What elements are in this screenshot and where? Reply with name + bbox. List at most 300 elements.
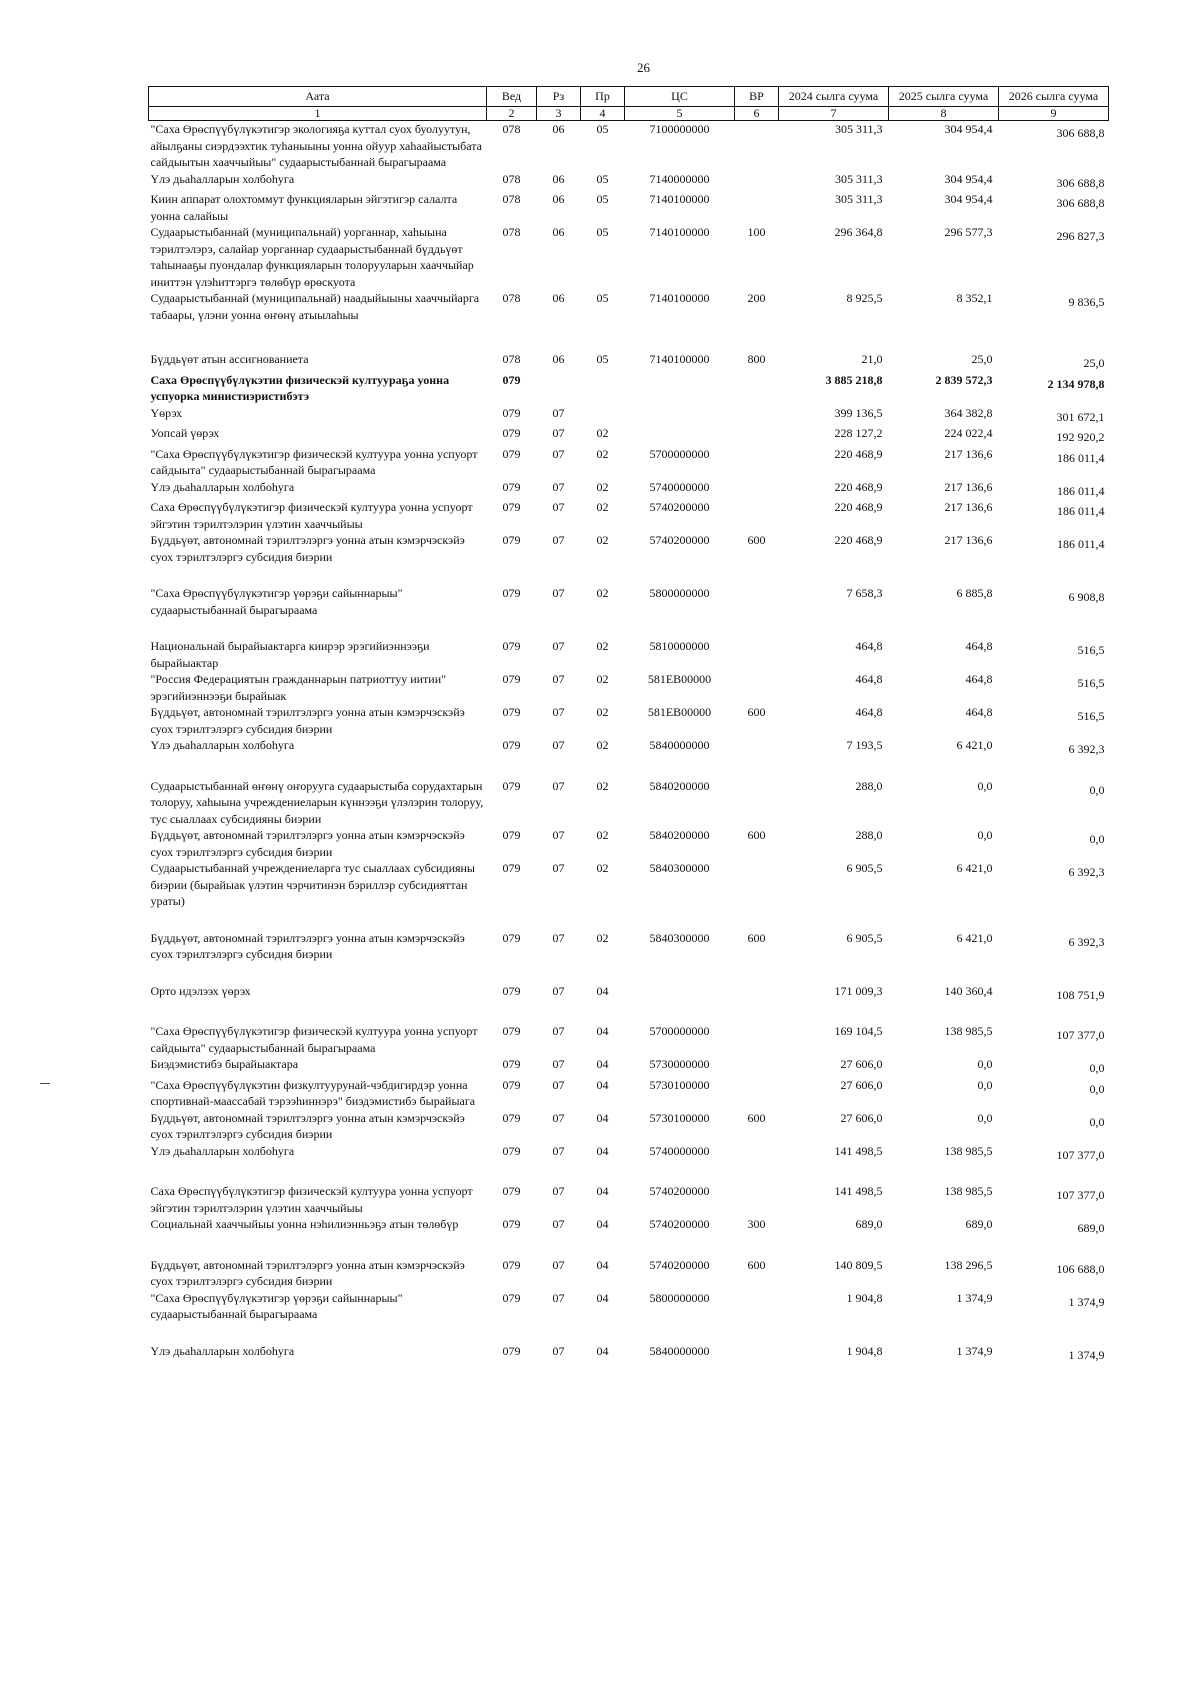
cell-cs: 5800000000 — [649, 586, 710, 600]
cell-cs: 5740000000 — [649, 479, 710, 494]
cell-pr: 05 — [596, 192, 609, 206]
cell-2024: 228 127,2 — [834, 426, 883, 440]
cell-2026: 0,0 — [1089, 1114, 1105, 1129]
cell-rz: 07 — [552, 1057, 565, 1071]
cell-2025: 689,0 — [965, 1217, 993, 1231]
cell-ved: 079 — [502, 372, 521, 387]
cell-ved: 079 — [502, 930, 521, 945]
cell-cs — [625, 983, 735, 1024]
column-number: 2 — [487, 107, 537, 121]
cell-rz: 07 — [552, 426, 565, 440]
cell-cs: 5740200000 — [649, 1184, 710, 1198]
cell-2025: 6 885,8 — [956, 586, 993, 600]
cell-2025: 0,0 — [977, 828, 993, 842]
cell-2026: 0,0 — [1089, 1061, 1105, 1075]
cell-2025: 217 136,6 — [944, 500, 993, 514]
cell-rz: 07 — [552, 479, 565, 494]
cell-vr — [735, 372, 779, 405]
row-name: Национальнай бырайыактарга киирэр эрэгийиэннээҕи бырайыактар — [150, 639, 430, 670]
cell-pr: 05 — [596, 225, 609, 239]
cell-2026: 186 011,4 — [1056, 450, 1105, 465]
cell-2025: 364 382,8 — [944, 405, 993, 420]
cell-cs: 5840300000 — [649, 861, 710, 875]
cell-vr: 600 — [747, 1257, 766, 1272]
cell-ved: 079 — [502, 405, 521, 420]
cell-pr: 02 — [596, 672, 609, 686]
cell-vr: 100 — [747, 225, 766, 239]
cell-2024: 305 311,3 — [834, 192, 883, 206]
cell-2024: 220 468,9 — [834, 500, 883, 514]
cell-2025: 0,0 — [977, 1110, 993, 1125]
cell-vr: 200 — [747, 291, 766, 305]
cell-2026: 107 377,0 — [1056, 1188, 1105, 1202]
cell-cs: 5740200000 — [649, 1257, 710, 1272]
cell-2026: 516,5 — [1077, 676, 1105, 690]
cell-rz: 06 — [552, 122, 565, 136]
cell-2026: 2 134 978,8 — [1047, 376, 1105, 391]
cell-ved: 079 — [502, 705, 521, 719]
cell-2026: 6 908,8 — [1068, 590, 1105, 604]
cell-2024: 7 658,3 — [846, 586, 883, 600]
cell-rz: 06 — [552, 291, 565, 305]
cell-pr: 02 — [596, 446, 609, 461]
header-cell: 2026 сылга суума — [999, 87, 1109, 107]
cell-2024: 27 606,0 — [840, 1110, 883, 1125]
cell-vr: 600 — [747, 533, 766, 547]
cell-2025: 304 954,4 — [944, 171, 993, 186]
cell-2024: 220 468,9 — [834, 533, 883, 547]
cell-cs: 5740200000 — [649, 1217, 710, 1231]
cell-ved: 079 — [502, 1217, 521, 1231]
cell-2025: 304 954,4 — [944, 122, 993, 136]
cell-rz: 07 — [552, 705, 565, 719]
cell-2025: 1 374,9 — [956, 1343, 993, 1358]
table-row — [149, 121, 1109, 171]
cell-ved: 079 — [502, 500, 521, 514]
cell-2025: 138 985,5 — [944, 1143, 993, 1158]
cell-pr: 02 — [596, 778, 609, 793]
cell-pr: 04 — [596, 983, 609, 998]
cell-2024: 464,8 — [855, 639, 883, 653]
cell-pr: 05 — [596, 171, 609, 186]
cell-ved: 079 — [502, 639, 521, 653]
cell-2024: 27 606,0 — [840, 1077, 883, 1092]
cell-pr: 02 — [596, 738, 609, 752]
cell-vr: 600 — [747, 930, 766, 945]
cell-vr — [735, 737, 779, 778]
cell-cs: 5740200000 — [649, 533, 710, 547]
table-row — [149, 827, 1109, 860]
cell-2025: 2 839 572,3 — [935, 372, 993, 387]
cell-rz: 07 — [552, 1077, 565, 1092]
cell-ved: 079 — [502, 479, 521, 494]
cell-2024: 27 606,0 — [840, 1057, 883, 1071]
cell-2026: 25,0 — [1083, 356, 1105, 370]
cell-vr — [735, 860, 779, 930]
row-name: Киин аппарат олохтоммут функцияларын эйгэтигэр салалта уонна салайыы — [150, 192, 458, 223]
cell-2025: 138 985,5 — [944, 1024, 993, 1038]
table-row — [149, 191, 1109, 224]
column-number: 1 — [149, 107, 487, 121]
cell-cs: 5730100000 — [649, 1110, 710, 1125]
cell-pr: 04 — [596, 1077, 609, 1092]
row-name: Үөрэх — [150, 405, 183, 420]
cell-cs: 5840300000 — [649, 930, 710, 945]
row-name: Үлэ дьаһалларын холбоһуга — [150, 738, 295, 752]
cell-2026: 516,5 — [1077, 709, 1105, 723]
cell-pr: 02 — [596, 639, 609, 653]
cell-vr — [735, 1290, 779, 1343]
cell-2024: 464,8 — [855, 672, 883, 686]
table-row — [149, 704, 1109, 737]
cell-vr — [735, 1023, 779, 1056]
cell-cs — [625, 425, 735, 446]
cell-ved: 079 — [502, 1077, 521, 1092]
cell-rz: 07 — [552, 828, 565, 842]
cell-2024: 169 104,5 — [834, 1024, 883, 1038]
cell-vr: 600 — [747, 1110, 766, 1125]
cell-2026: 516,5 — [1077, 643, 1105, 657]
cell-vr — [735, 425, 779, 446]
cell-rz: 07 — [552, 1110, 565, 1125]
cell-cs: 5730100000 — [649, 1077, 710, 1092]
row-name: Судаарыстыбаннай учреждениеларга тус сыаллаах субсидияны биэрии (бырайыак үлэтин чэрчитинэн бэриллэр субсидияттан ураты) — [150, 861, 475, 908]
column-number: 3 — [537, 107, 581, 121]
cell-cs: 7140100000 — [649, 225, 710, 239]
cell-2026: 1 374,9 — [1068, 1347, 1105, 1362]
cell-2025: 138 296,5 — [944, 1257, 993, 1272]
cell-2024: 6 905,5 — [846, 930, 883, 945]
row-name: Орто идэлээх үөрэх — [150, 983, 251, 998]
table-row — [149, 1110, 1109, 1143]
cell-pr: 02 — [596, 586, 609, 600]
cell-2025: 464,8 — [965, 639, 993, 653]
cell-vr — [735, 499, 779, 532]
row-name: Үлэ дьаһалларын холбоһуга — [150, 1343, 295, 1358]
header-cell: Пр — [581, 87, 625, 107]
table-row — [149, 671, 1109, 704]
cell-2026: 6 392,3 — [1068, 865, 1105, 879]
cell-pr: 04 — [596, 1290, 609, 1305]
table-row — [149, 290, 1109, 351]
cell-2026: 6 392,3 — [1068, 742, 1105, 756]
cell-2025: 8 352,1 — [956, 291, 993, 305]
cell-vr: 300 — [747, 1217, 766, 1231]
cell-cs: 5840200000 — [649, 828, 710, 842]
cell-2024: 7 193,5 — [846, 738, 883, 752]
cell-2024: 220 468,9 — [834, 446, 883, 461]
cell-2025: 1 374,9 — [956, 1290, 993, 1305]
cell-rz: 07 — [552, 1343, 565, 1358]
cell-2025: 464,8 — [965, 672, 993, 686]
column-number: 9 — [999, 107, 1109, 121]
cell-ved: 079 — [502, 446, 521, 461]
column-number-row — [149, 107, 1109, 121]
cell-2025: 140 360,4 — [944, 983, 993, 998]
cell-ved: 078 — [502, 122, 521, 136]
table-row — [149, 499, 1109, 532]
cell-pr: 05 — [596, 291, 609, 305]
cell-cs: 5810000000 — [649, 639, 710, 653]
cell-2026: 296 827,3 — [1056, 229, 1105, 243]
header-cell: ЦС — [625, 87, 735, 107]
cell-2025: 138 985,5 — [944, 1184, 993, 1198]
cell-2025: 25,0 — [971, 352, 993, 366]
cell-rz: 07 — [552, 1257, 565, 1272]
cell-cs: 7140100000 — [649, 291, 710, 305]
row-name: "Саха Өрөспүүбүлүкэтигэр экологияҕа куттал суох буолуутун, айылҕаны сиэрдээхтик туһаныыны уонна ойуур хаһаайыстыбата сайдыытын хааччыйыы" судаарыстыбаннай бырагыраама — [150, 122, 482, 169]
cell-2024: 464,8 — [855, 705, 883, 719]
cell-ved: 079 — [502, 861, 521, 875]
table-row — [149, 737, 1109, 778]
cell-ved: 079 — [502, 1057, 521, 1071]
cell-2026: 192 920,2 — [1056, 430, 1105, 444]
table-row — [149, 1183, 1109, 1216]
cell-2025: 0,0 — [977, 778, 993, 793]
cell-vr — [735, 778, 779, 828]
cell-2024: 21,0 — [861, 352, 883, 366]
row-name: Саха Өрөспүүбүлүкэтигэр физическэй култуура уонна успуорт эйгэтин тэрилтэлэрин үлэтин хааччыйыы — [150, 1184, 473, 1215]
cell-ved: 079 — [502, 828, 521, 842]
cell-ved: 079 — [502, 672, 521, 686]
margin-mark — [40, 1083, 50, 1084]
cell-pr: 04 — [596, 1057, 609, 1071]
row-name: Бүддьүөт, автономнай тэрилтэлэргэ уонна атын кэмэрчэскэйэ суох тэрилтэлэргэ субсидия биэрии — [150, 930, 465, 961]
row-name: Бүддьүөт, автономнай тэрилтэлэргэ уонна атын кэмэрчэскэйэ суох тэрилтэлэргэ субсидия биэрии — [150, 705, 465, 736]
cell-ved: 079 — [502, 778, 521, 793]
cell-2025: 0,0 — [977, 1057, 993, 1071]
cell-2024: 6 905,5 — [846, 861, 883, 875]
cell-2025: 6 421,0 — [956, 738, 993, 752]
cell-ved: 079 — [502, 1110, 521, 1125]
cell-pr: 04 — [596, 1343, 609, 1358]
table-row — [149, 778, 1109, 828]
header-cell: Вед — [487, 87, 537, 107]
cell-ved: 079 — [502, 1257, 521, 1272]
row-name: "Саха Өрөспүүбүлүкэтигэр үөрэҕи сайыннарыы" судаарыстыбаннай бырагыраама — [150, 586, 403, 617]
cell-pr: 02 — [596, 828, 609, 842]
table-row — [149, 1290, 1109, 1343]
cell-cs — [625, 372, 735, 405]
cell-ved: 079 — [502, 983, 521, 998]
cell-rz: 07 — [552, 500, 565, 514]
cell-cs: 581ЕВ00000 — [647, 705, 712, 719]
cell-vr: 600 — [747, 705, 766, 719]
table-row — [149, 1343, 1109, 1364]
cell-cs: 5840000000 — [649, 1343, 710, 1358]
cell-cs: 581ЕВ00000 — [647, 672, 712, 686]
cell-2026: 0,0 — [1089, 1081, 1105, 1096]
cell-cs: 7100000000 — [649, 122, 710, 136]
row-name: Судаарыстыбаннай (муниципальнай) наадыйыыны хааччыйарга табаары, үлэни уонна өҥөнү атыылаһыы — [150, 291, 480, 322]
cell-pr: 02 — [596, 500, 609, 514]
cell-ved: 079 — [502, 1184, 521, 1198]
row-name: Бүддьүөт, автономнай тэрилтэлэргэ уонна атын кэмэрчэскэйэ суох тэрилтэлэргэ субсидия биэрии — [150, 1110, 465, 1141]
cell-2025: 6 421,0 — [956, 861, 993, 875]
table-row — [149, 479, 1109, 500]
cell-vr — [735, 1077, 779, 1110]
row-name: "Саха Өрөспүүбүлүкэтигэр физическэй култуура уонна успуорт сайдыыта" судаарыстыбаннай бырагыраама — [150, 1024, 478, 1055]
cell-cs: 5700000000 — [649, 1024, 710, 1038]
cell-2026: 0,0 — [1089, 782, 1105, 797]
cell-rz: 07 — [552, 1184, 565, 1198]
budget-table — [148, 86, 1109, 1363]
cell-vr — [735, 191, 779, 224]
cell-cs: 5740200000 — [649, 500, 710, 514]
table-body — [149, 121, 1109, 1364]
cell-2024: 1 904,8 — [846, 1290, 883, 1305]
cell-2026: 306 688,8 — [1056, 126, 1105, 140]
cell-ved: 079 — [502, 533, 521, 547]
cell-2024: 288,0 — [855, 778, 883, 793]
cell-rz: 07 — [552, 1143, 565, 1158]
cell-pr: 02 — [596, 705, 609, 719]
table-row — [149, 351, 1109, 372]
cell-cs: 5840000000 — [649, 738, 710, 752]
cell-rz: 06 — [552, 192, 565, 206]
cell-2026: 108 751,9 — [1056, 987, 1105, 1002]
cell-2024: 220 468,9 — [834, 479, 883, 494]
cell-2026: 689,0 — [1077, 1221, 1105, 1235]
table-row — [149, 224, 1109, 290]
table-row — [149, 1257, 1109, 1290]
column-number: 4 — [581, 107, 625, 121]
cell-2026: 0,0 — [1089, 832, 1105, 846]
cell-ved: 079 — [502, 738, 521, 752]
column-number: 6 — [735, 107, 779, 121]
cell-2024: 399 136,5 — [834, 405, 883, 420]
cell-rz: 07 — [552, 738, 565, 752]
cell-pr: 04 — [596, 1024, 609, 1038]
cell-ved: 079 — [502, 1343, 521, 1358]
cell-2026: 107 377,0 — [1056, 1028, 1105, 1042]
row-name: Саха Өрөспүүбүлүкэтин физическэй култуураҕа уонна успуорка министиэристибэтэ — [150, 372, 450, 403]
cell-2024: 171 009,3 — [834, 983, 883, 998]
column-number: 5 — [625, 107, 735, 121]
row-name: Бүддьүөт, автономнай тэрилтэлэргэ уонна атын кэмэрчэскэйэ суох тэрилтэлэргэ субсидия биэрии — [150, 828, 465, 859]
cell-2025: 217 136,6 — [944, 446, 993, 461]
cell-2026: 306 688,8 — [1056, 196, 1105, 210]
cell-pr: 04 — [596, 1184, 609, 1198]
header-cell: ВР — [735, 87, 779, 107]
cell-ved: 079 — [502, 1143, 521, 1158]
cell-2026: 1 374,9 — [1068, 1294, 1105, 1309]
cell-2026: 106 688,0 — [1056, 1261, 1105, 1276]
cell-2024: 1 904,8 — [846, 1343, 883, 1358]
row-name: Бүддьүөт атын ассигнованиета — [150, 352, 309, 366]
cell-ved: 078 — [502, 171, 521, 186]
cell-vr — [735, 446, 779, 479]
cell-vr — [735, 585, 779, 638]
cell-pr — [581, 405, 625, 426]
row-name: Үлэ дьаһалларын холбоһуга — [150, 1143, 295, 1158]
cell-ved: 078 — [502, 225, 521, 239]
cell-vr: 800 — [747, 352, 766, 366]
header-cell: Аата — [149, 87, 487, 107]
table-row — [149, 860, 1109, 930]
cell-2026: 107 377,0 — [1056, 1147, 1105, 1162]
cell-ved: 078 — [502, 352, 521, 366]
cell-pr: 05 — [596, 352, 609, 366]
row-name: Биэдэмистибэ бырайыактара — [150, 1057, 299, 1071]
header-cell: 2025 сылга суума — [889, 87, 999, 107]
row-name: Саха Өрөспүүбүлүкэтигэр физическэй култуура уонна успуорт эйгэтин тэрилтэлэрин үлэтин хааччыйыы — [150, 500, 473, 531]
cell-vr — [735, 638, 779, 671]
row-name: "Саха Өрөспүүбүлүкэтигэр физическэй култуура уонна успуорт сайдыыта" судаарыстыбаннай бырагыраама — [150, 446, 478, 477]
cell-pr: 04 — [596, 1110, 609, 1125]
cell-rz: 06 — [552, 225, 565, 239]
row-name: "Саха Өрөспүүбүлүкэтигэр үөрэҕи сайыннарыы" судаарыстыбаннай бырагыраама — [150, 1290, 403, 1321]
cell-2024: 305 311,3 — [834, 171, 883, 186]
cell-2024: 689,0 — [855, 1217, 883, 1231]
cell-2025: 296 577,3 — [944, 225, 993, 239]
cell-2024: 140 809,5 — [834, 1257, 883, 1272]
column-number: 8 — [889, 107, 999, 121]
table-row — [149, 585, 1109, 638]
cell-2024: 296 364,8 — [834, 225, 883, 239]
table-row — [149, 983, 1109, 1024]
cell-cs: 5840200000 — [649, 778, 710, 793]
cell-2025: 304 954,4 — [944, 192, 993, 206]
cell-rz: 07 — [552, 930, 565, 945]
cell-2024: 141 498,5 — [834, 1184, 883, 1198]
cell-cs: 5740000000 — [649, 1143, 710, 1158]
cell-2026: 301 672,1 — [1056, 409, 1105, 424]
cell-rz: 07 — [552, 639, 565, 653]
cell-vr — [735, 171, 779, 192]
cell-rz: 07 — [552, 1024, 565, 1038]
cell-ved: 078 — [502, 291, 521, 305]
row-name: Судаарыстыбаннай өҥөнү оҥорууга судаарыстыба сорудахтарын толоруу, хаһыына учреждениеларын күннээҕи үлэлэрин толоруу, тус сыаллаах субсидияны биэрии — [150, 778, 484, 826]
cell-rz: 07 — [552, 446, 565, 461]
cell-pr: 02 — [596, 426, 609, 440]
row-name: Бүддьүөт, автономнай тэрилтэлэргэ уонна атын кэмэрчэскэйэ суох тэрилтэлэргэ субсидия биэрии — [150, 533, 465, 564]
table-row — [149, 638, 1109, 671]
cell-2026: 9 836,5 — [1068, 295, 1105, 309]
cell-2025: 217 136,6 — [944, 479, 993, 494]
cell-vr — [735, 1056, 779, 1077]
cell-cs: 7140100000 — [649, 192, 710, 206]
table-row — [149, 1077, 1109, 1110]
cell-rz: 06 — [552, 352, 565, 366]
cell-cs: 5700000000 — [649, 446, 710, 461]
cell-pr: 02 — [596, 533, 609, 547]
header-cell: Рз — [537, 87, 581, 107]
cell-rz: 07 — [552, 983, 565, 998]
table-row — [149, 1143, 1109, 1184]
cell-2025: 0,0 — [977, 1077, 993, 1092]
row-name: Судаарыстыбаннай (муниципальнай) уорганнар, хаһыына тэрилтэлэрэ, салайар уорганнар судаарыстыбаннай бүддьүөт таһынааҕы пуондалар функцияларын толорууларын хааччыйар иниттэн үлэһиттэргэ төлөбүр өрөскуота — [150, 225, 474, 289]
cell-2025: 6 421,0 — [956, 930, 993, 945]
cell-rz: 07 — [552, 533, 565, 547]
cell-rz: 07 — [552, 861, 565, 875]
cell-vr — [735, 1183, 779, 1216]
cell-pr: 04 — [596, 1217, 609, 1231]
cell-vr — [735, 405, 779, 426]
cell-2024: 8 925,5 — [846, 291, 883, 305]
cell-cs: 5730000000 — [649, 1057, 710, 1071]
cell-2026: 186 011,4 — [1056, 483, 1105, 498]
cell-rz: 07 — [552, 778, 565, 793]
table-row — [149, 930, 1109, 983]
table-row — [149, 372, 1109, 405]
cell-vr — [735, 121, 779, 171]
cell-cs: 7140000000 — [649, 171, 710, 186]
cell-pr: 02 — [596, 861, 609, 875]
cell-cs — [625, 405, 735, 426]
cell-2026: 186 011,4 — [1056, 504, 1105, 518]
cell-2024: 305 311,3 — [834, 122, 883, 136]
